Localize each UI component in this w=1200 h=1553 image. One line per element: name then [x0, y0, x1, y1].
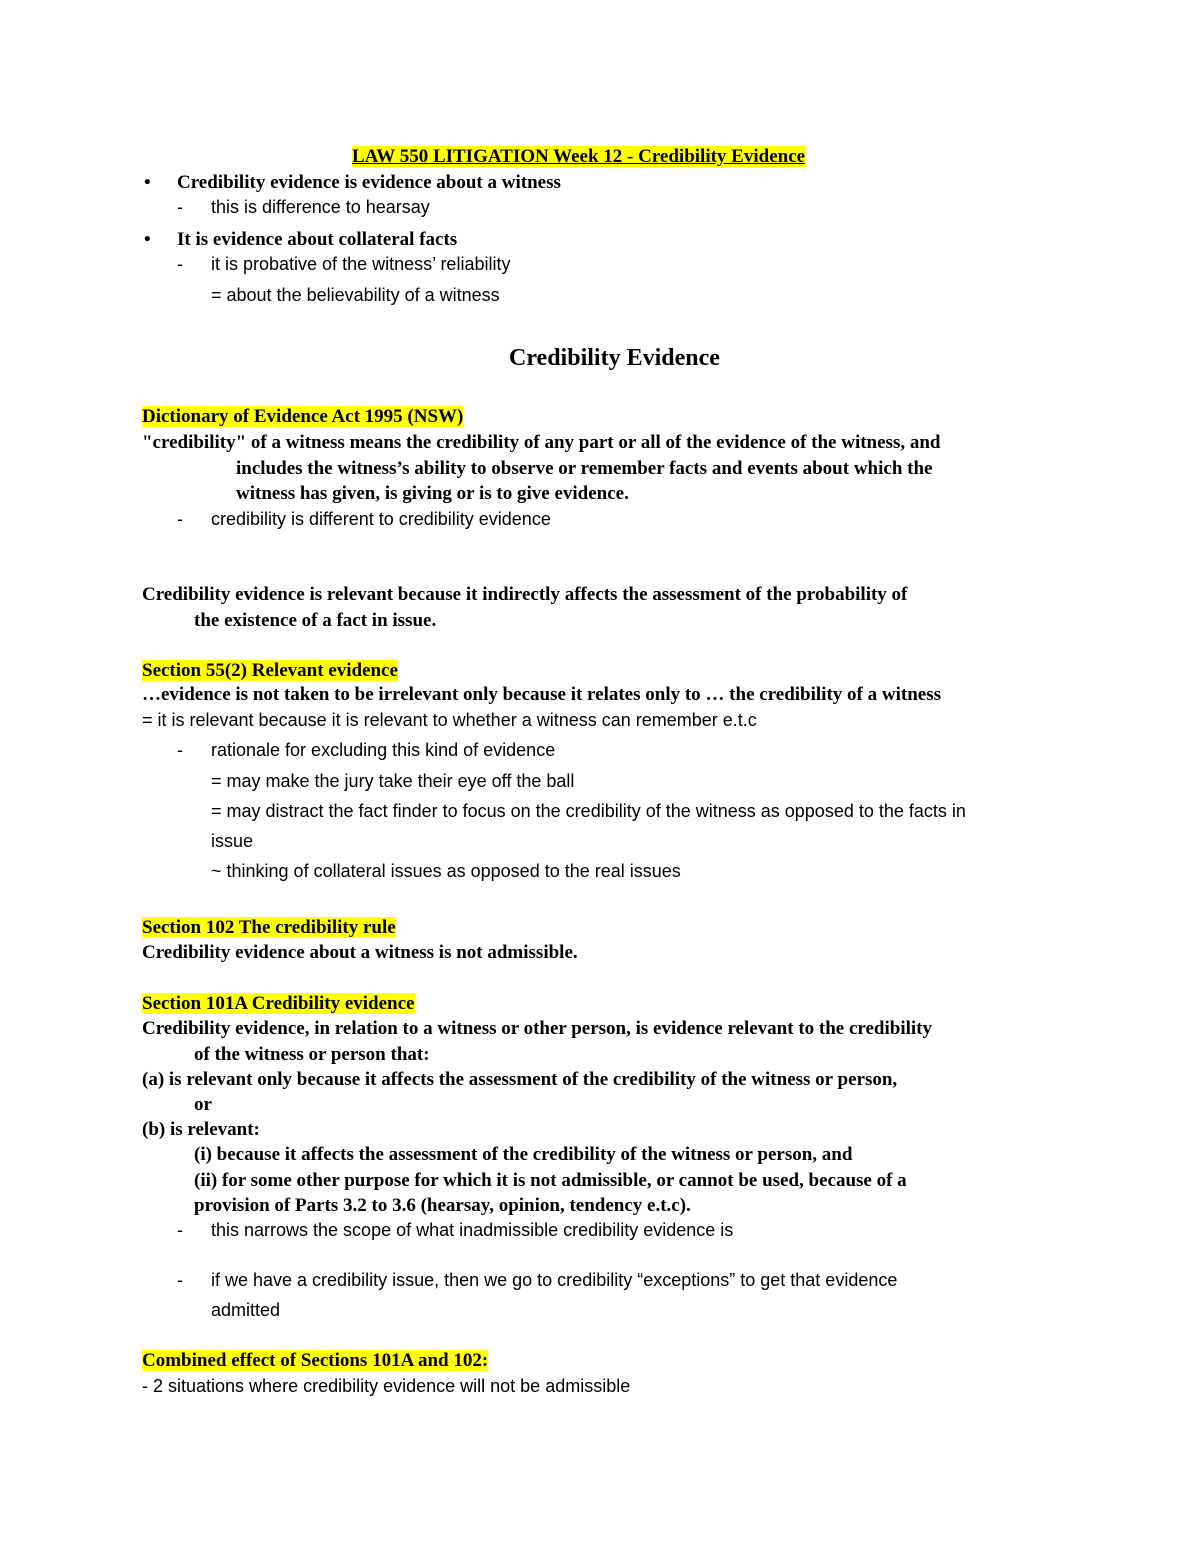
s55-note: = it is relevant because it is relevant to whether a witness can remember e.t.c — [142, 710, 757, 730]
dictionary-note: credibility is different to credibility evidence — [211, 509, 551, 529]
section-heading-s55: Section 55(2) Relevant evidence — [142, 660, 398, 681]
dictionary-definition-line-3: witness has given, is giving or is to give evidence. — [236, 483, 629, 504]
s101a-note-2-cont: admitted — [211, 1300, 281, 1320]
dictionary-definition-line-1: "credibility" of a witness means the credibility of any part or all of the evidence of the witness, and — [142, 432, 941, 453]
s55-rationale-3: ~ thinking of collateral issues as opposed to the real issues — [211, 861, 681, 881]
s55-rationale-1: = may make the jury take their eye off the ball — [211, 771, 575, 791]
intro-bullet-1: Credibility evidence is evidence about a witness — [177, 172, 561, 193]
s101a-item-b-ii: (ii) for some other purpose for which it is not admissible, or cannot be used, because of a — [194, 1170, 907, 1191]
main-heading: Credibility Evidence — [509, 345, 720, 371]
page-title: LAW 550 LITIGATION Week 12 - Credibility Evidence — [352, 146, 806, 167]
intro-bullet-1-sub: this is difference to hearsay — [211, 197, 430, 217]
dash-icon: - — [177, 197, 183, 217]
relevance-line-2: the existence of a fact in issue. — [194, 610, 437, 631]
s55-quote: …evidence is not taken to be irrelevant only because it relates only to … the credibility of a witness — [142, 684, 941, 705]
dash-icon: - — [177, 254, 183, 274]
dash-icon: - — [177, 509, 183, 529]
intro-bullet-2-sub: it is probative of the witness’ reliability — [211, 254, 511, 274]
s101a-note-1: this narrows the scope of what inadmissible credibility evidence is — [211, 1220, 734, 1240]
section-heading-s101a: Section 101A Credibility evidence — [142, 993, 415, 1014]
section-heading-s102: Section 102 The credibility rule — [142, 917, 396, 938]
relevance-line-1: Credibility evidence is relevant because it indirectly affects the assessment of the probability of — [142, 584, 908, 605]
s55-rationale: rationale for excluding this kind of evidence — [211, 740, 556, 760]
s55-rationale-2: = may distract the fact finder to focus on the credibility of the witness as opposed to the facts in — [211, 801, 966, 821]
intro-bullet-2-sub2: = about the believability of a witness — [211, 285, 500, 305]
s101a-item-a: (a) is relevant only because it affects the assessment of the credibility of the witness or person, — [142, 1069, 898, 1090]
s101a-item-b-ii-cont: provision of Parts 3.2 to 3.6 (hearsay, opinion, tendency e.t.c). — [194, 1195, 691, 1216]
dictionary-definition-line-2: includes the witness’s ability to observe or remember facts and events about which the — [236, 458, 933, 479]
bullet-icon: • — [144, 172, 151, 193]
s101a-line-2: of the witness or person that: — [194, 1044, 430, 1065]
bullet-icon: • — [144, 229, 151, 250]
s101a-item-a-cont: or — [194, 1094, 212, 1115]
dash-icon: - — [177, 1270, 183, 1290]
dash-icon: - — [177, 1220, 183, 1240]
section-heading-combined: Combined effect of Sections 101A and 102: — [142, 1350, 489, 1371]
section-heading-dictionary: Dictionary of Evidence Act 1995 (NSW) — [142, 406, 464, 427]
s101a-item-b: (b) is relevant: — [142, 1119, 260, 1140]
s101a-line-1: Credibility evidence, in relation to a witness or other person, is evidence relevant to the credibility — [142, 1018, 933, 1039]
s55-rationale-2-cont: issue — [211, 831, 254, 851]
intro-bullet-2: It is evidence about collateral facts — [177, 229, 458, 250]
dash-icon: - — [177, 740, 183, 760]
s102-text: Credibility evidence about a witness is not admissible. — [142, 942, 578, 963]
s101a-note-2: if we have a credibility issue, then we go to credibility “exceptions” to get that evidence — [211, 1270, 898, 1290]
s101a-item-b-i: (i) because it affects the assessment of the credibility of the witness or person, and — [194, 1144, 853, 1165]
combined-text: - 2 situations where credibility evidence will not be admissible — [142, 1376, 631, 1396]
